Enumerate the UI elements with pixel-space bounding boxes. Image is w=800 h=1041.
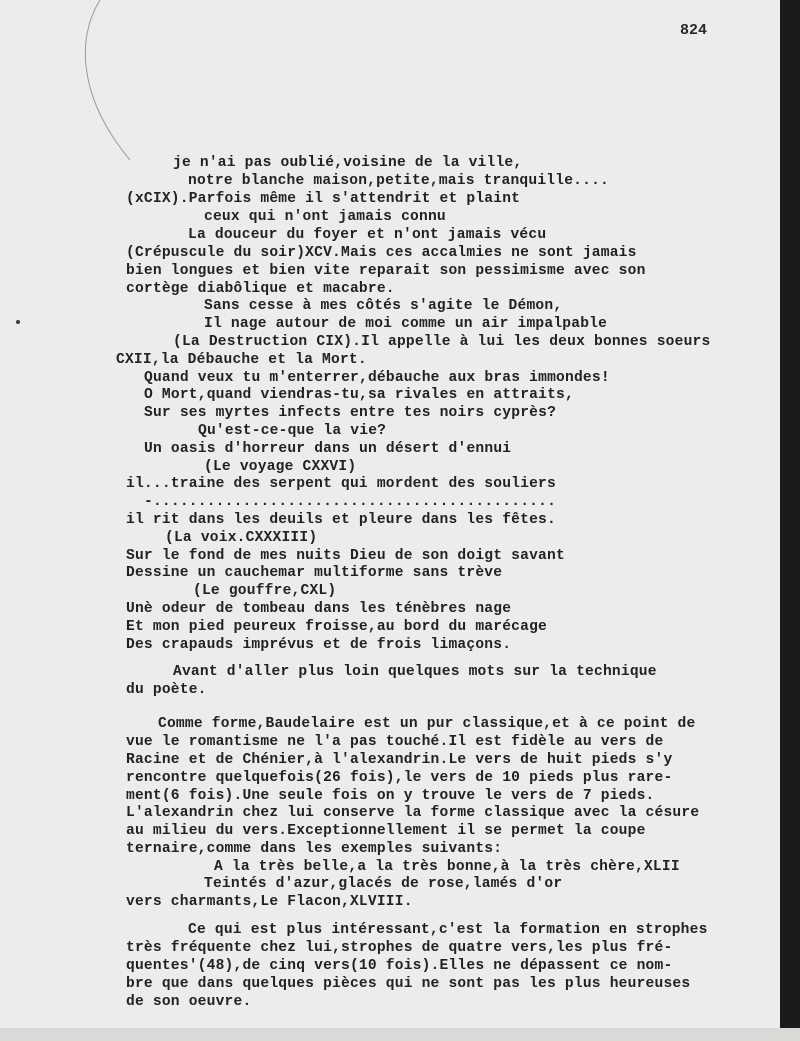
text-line: Sur ses myrtes infects entre tes noirs cyprès? <box>144 405 557 421</box>
text-line: ment(6 fois).Une seule fois on y trouve le vers de 7 pieds. <box>126 788 655 804</box>
text-line: Unè odeur de tombeau dans les ténèbres nage <box>126 601 512 617</box>
text-line: quentes'(48),de cinq vers(10 fois).Elles ne dépassent ce nom- <box>126 958 673 974</box>
text-line: (Le voyage CXXVI) <box>204 459 357 475</box>
text-line: bre que dans quelques pièces qui ne sont pas les plus heureuses <box>126 976 691 992</box>
text-line: Avant d'aller plus loin quelques mots sur la technique <box>173 664 657 680</box>
text-line: Teintés d'azur,glacés de rose,lamés d'or <box>204 876 563 892</box>
text-line: La douceur du foyer et n'ont jamais vécu <box>188 227 547 243</box>
text-line: au milieu du vers.Exceptionnellement il se permet la coupe <box>126 823 646 839</box>
text-line: Un oasis d'horreur dans un désert d'ennui <box>144 441 512 457</box>
text-line: vers charmants,Le Flacon,XLVIII. <box>126 894 413 910</box>
text-line: je n'ai pas oublié,voisine de la ville, <box>173 155 523 171</box>
text-line: Qu'est-ce-que la vie? <box>198 423 387 439</box>
text-line: de son oeuvre. <box>126 994 252 1010</box>
text-line: Sur le fond de mes nuits Dieu de son doigt savant <box>126 548 565 564</box>
text-line: bien longues et bien vite reparait son pessimisme avec son <box>126 263 646 279</box>
text-line: (La voix.CXXXIII) <box>165 530 318 546</box>
pencil-stroke-decoration <box>70 0 190 180</box>
text-line: (La Destruction CIX).Il appelle à lui les deux bonnes soeurs <box>173 334 711 350</box>
text-line: Ce qui est plus intéressant,c'est la formation en strophes <box>188 922 708 938</box>
text-line: Sans cesse à mes côtés s'agite le Démon, <box>204 298 563 314</box>
text-line: Il nage autour de moi comme un air impalpable <box>204 316 608 332</box>
text-line: O Mort,quand viendras-tu,sa rivales en attraits, <box>144 387 574 403</box>
text-line: ternaire,comme dans les exemples suivants: <box>126 841 503 857</box>
text-line: L'alexandrin chez lui conserve la forme classique avec la césure <box>126 805 700 821</box>
text-line: (Crépuscule du soir)XCV.Mais ces accalmies ne sont jamais <box>126 245 637 261</box>
scan-edge-bottom <box>0 1028 800 1041</box>
text-line: notre blanche maison,petite,mais tranquille.... <box>188 173 610 189</box>
text-line: A la très belle,a la très bonne,à la très chère,XLII <box>214 859 680 875</box>
text-line: cortège diabôlique et macabre. <box>126 281 395 297</box>
text-line: Des crapauds imprévus et de frois limaçons. <box>126 637 512 653</box>
scan-edge-right <box>780 0 800 1041</box>
text-line: il rit dans les deuils et pleure dans les fêtes. <box>126 512 556 528</box>
text-line: (xCIX).Parfois même il s'attendrit et plaint <box>126 191 521 207</box>
text-line: rencontre quelquefois(26 fois),le vers de 10 pieds plus rare- <box>126 770 673 786</box>
text-line: (Le gouffre,CXL) <box>193 583 337 599</box>
text-line: ceux qui n'ont jamais connu <box>204 209 446 225</box>
text-line: Comme forme,Baudelaire est un pur classique,et à ce point de <box>158 716 696 732</box>
text-line: CXII,la Débauche et la Mort. <box>116 352 367 368</box>
margin-mark <box>16 320 20 324</box>
text-line: il...traine des serpent qui mordent des souliers <box>126 476 556 492</box>
text-line: Dessine un cauchemar multiforme sans trève <box>126 565 503 581</box>
text-line: -............................................. <box>144 494 557 510</box>
page-number: 824 <box>680 22 708 39</box>
text-line: vue le romantisme ne l'a pas touché.Il est fidèle au vers de <box>126 734 664 750</box>
text-line: du poète. <box>126 682 207 698</box>
text-line: Racine et de Chénier,à l'alexandrin.Le vers de huit pieds s'y <box>126 752 673 768</box>
text-line: très fréquente chez lui,strophes de quatre vers,les plus fré- <box>126 940 673 956</box>
text-line: Quand veux tu m'enterrer,débauche aux bras immondes! <box>144 370 610 386</box>
text-line: Et mon pied peureux froisse,au bord du marécage <box>126 619 548 635</box>
